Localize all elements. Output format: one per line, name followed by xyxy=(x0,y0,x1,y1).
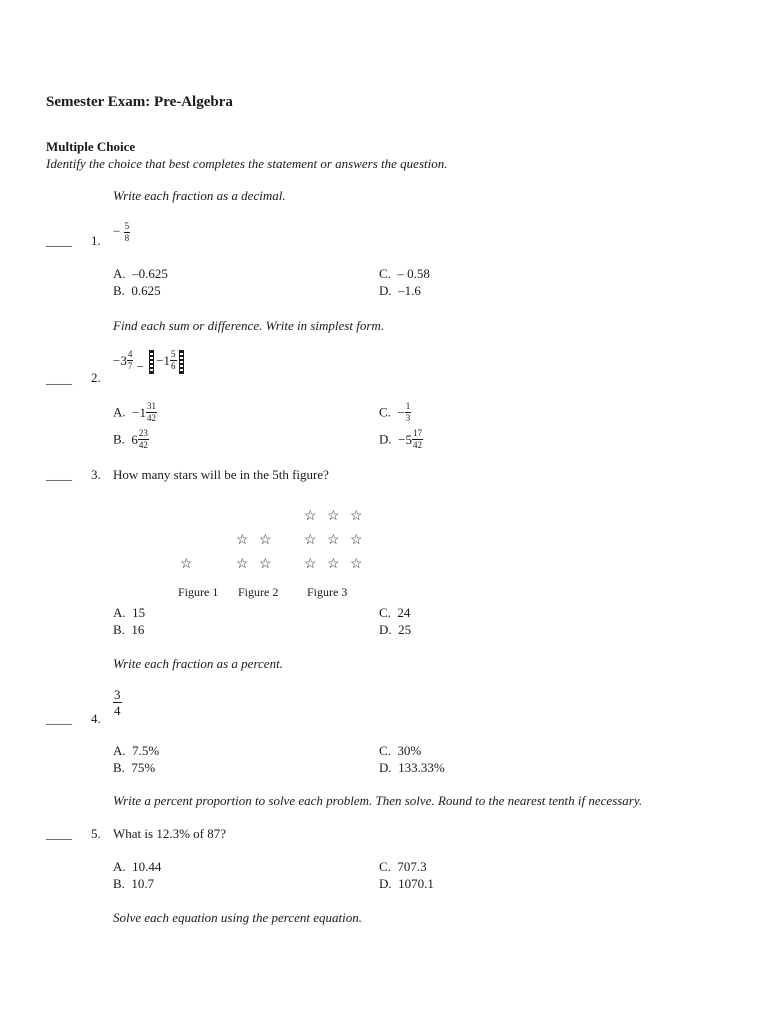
q5-choice-c[interactable]: C. 707.3 xyxy=(379,859,427,874)
question-3-text: How many stars will be in the 5th figure? xyxy=(113,467,329,482)
direction-percent-proportion: Write a percent proportion to solve each problem. Then solve. Round to the nearest tenth if necessary. xyxy=(113,793,643,808)
question-number-2: 2. xyxy=(91,370,101,385)
q4-denominator: 4 xyxy=(114,703,121,718)
q5-choice-a[interactable]: A. 10.44 xyxy=(113,859,162,874)
direction-percent: Write each fraction as a percent. xyxy=(113,656,283,671)
direction-percent-equation: Solve each equation using the percent equation. xyxy=(113,910,362,925)
q4-fraction xyxy=(113,688,122,717)
q2-choice-d[interactable]: D. −5 $\frac{17}{42}$ xyxy=(379,428,422,450)
q1-sign: − xyxy=(113,223,121,239)
star-icon: ☆ xyxy=(327,509,340,524)
q2-choice-c[interactable]: C. − $\frac{1}{3}$ xyxy=(379,401,411,423)
direction-decimal: Write each fraction as a decimal. xyxy=(113,188,286,203)
section-instructions: Identify the choice that best completes the statement or answers the question. xyxy=(46,156,448,171)
star-icon: ☆ xyxy=(304,509,317,524)
q4-numerator: 3 xyxy=(114,687,121,702)
q3-choice-b[interactable]: B. 16 xyxy=(113,622,145,637)
q1-choice-b[interactable]: B. 0.625 xyxy=(113,283,161,298)
q4-choice-d[interactable]: D. 133.33% xyxy=(379,760,445,775)
answer-blank-3[interactable]: ____ xyxy=(46,467,72,482)
figure-3-label: Figure 3 xyxy=(307,585,348,599)
q3-choice-c[interactable]: C. 24 xyxy=(379,605,411,620)
q1-numerator: 5 xyxy=(124,221,130,231)
q1-fraction xyxy=(124,222,131,243)
figure-2-label: Figure 2 xyxy=(238,585,279,599)
section-heading: Multiple Choice xyxy=(46,139,136,154)
q1-choice-d[interactable]: D. –1.6 xyxy=(379,283,421,298)
q1-choice-a[interactable]: A. –0.625 xyxy=(113,266,168,281)
q2-choice-b[interactable]: B. 6 $\frac{23}{42}$ xyxy=(113,428,148,450)
q1-denominator: 8 xyxy=(124,233,130,243)
star-icon: ☆ xyxy=(350,557,363,572)
star-icon: ☆ xyxy=(304,557,317,572)
question-5-text: What is 12.3% of 87? xyxy=(113,826,227,841)
q4-choice-a[interactable]: A. 7.5% xyxy=(113,743,160,758)
star-icon: ☆ xyxy=(236,533,249,548)
q1-choice-c[interactable]: C. – 0.58 xyxy=(379,266,430,281)
right-paren xyxy=(179,350,184,374)
q4-choice-b[interactable]: B. 75% xyxy=(113,760,156,775)
page-title: Semester Exam: Pre-Algebra xyxy=(46,94,233,110)
figure-1-label: Figure 1 xyxy=(178,585,219,599)
star-icon: ☆ xyxy=(327,533,340,548)
question-number-1: 1. xyxy=(91,233,101,248)
answer-blank-2[interactable]: ____ xyxy=(46,371,72,386)
question-number-5: 5. xyxy=(91,826,101,841)
answer-blank-4[interactable]: ____ xyxy=(46,711,72,726)
star-icon: ☆ xyxy=(350,509,363,524)
star-icon: ☆ xyxy=(259,557,272,572)
star-icon: ☆ xyxy=(350,533,363,548)
q2-choice-a[interactable]: A. −1 $\frac{31}{42}$ xyxy=(113,401,156,423)
q5-choice-b[interactable]: B. 10.7 xyxy=(113,876,155,891)
q5-choice-d[interactable]: D. 1070.1 xyxy=(379,876,434,891)
question-4-expression xyxy=(113,688,122,717)
q3-choice-a[interactable]: A. 15 xyxy=(113,605,146,620)
answer-blank-5[interactable]: ____ xyxy=(46,826,72,841)
question-number-4: 4. xyxy=(91,711,101,726)
question-number-3: 3. xyxy=(91,467,101,482)
answer-blank-1[interactable]: ____ xyxy=(46,233,72,248)
question-2-expression: −3 $\frac{4}{7}$ − −1 $\frac{5}{6}$ xyxy=(113,350,186,375)
direction-sum-difference: Find each sum or difference. Write in simplest form. xyxy=(113,318,385,333)
star-icon: ☆ xyxy=(327,557,340,572)
star-icon: ☆ xyxy=(180,557,193,572)
star-icon: ☆ xyxy=(304,533,317,548)
q4-choice-c[interactable]: C. 30% xyxy=(379,743,422,758)
left-paren xyxy=(149,350,154,374)
star-icon: ☆ xyxy=(259,533,272,548)
q3-choice-d[interactable]: D. 25 xyxy=(379,622,412,637)
question-1-expression xyxy=(113,222,130,243)
star-icon: ☆ xyxy=(236,557,249,572)
